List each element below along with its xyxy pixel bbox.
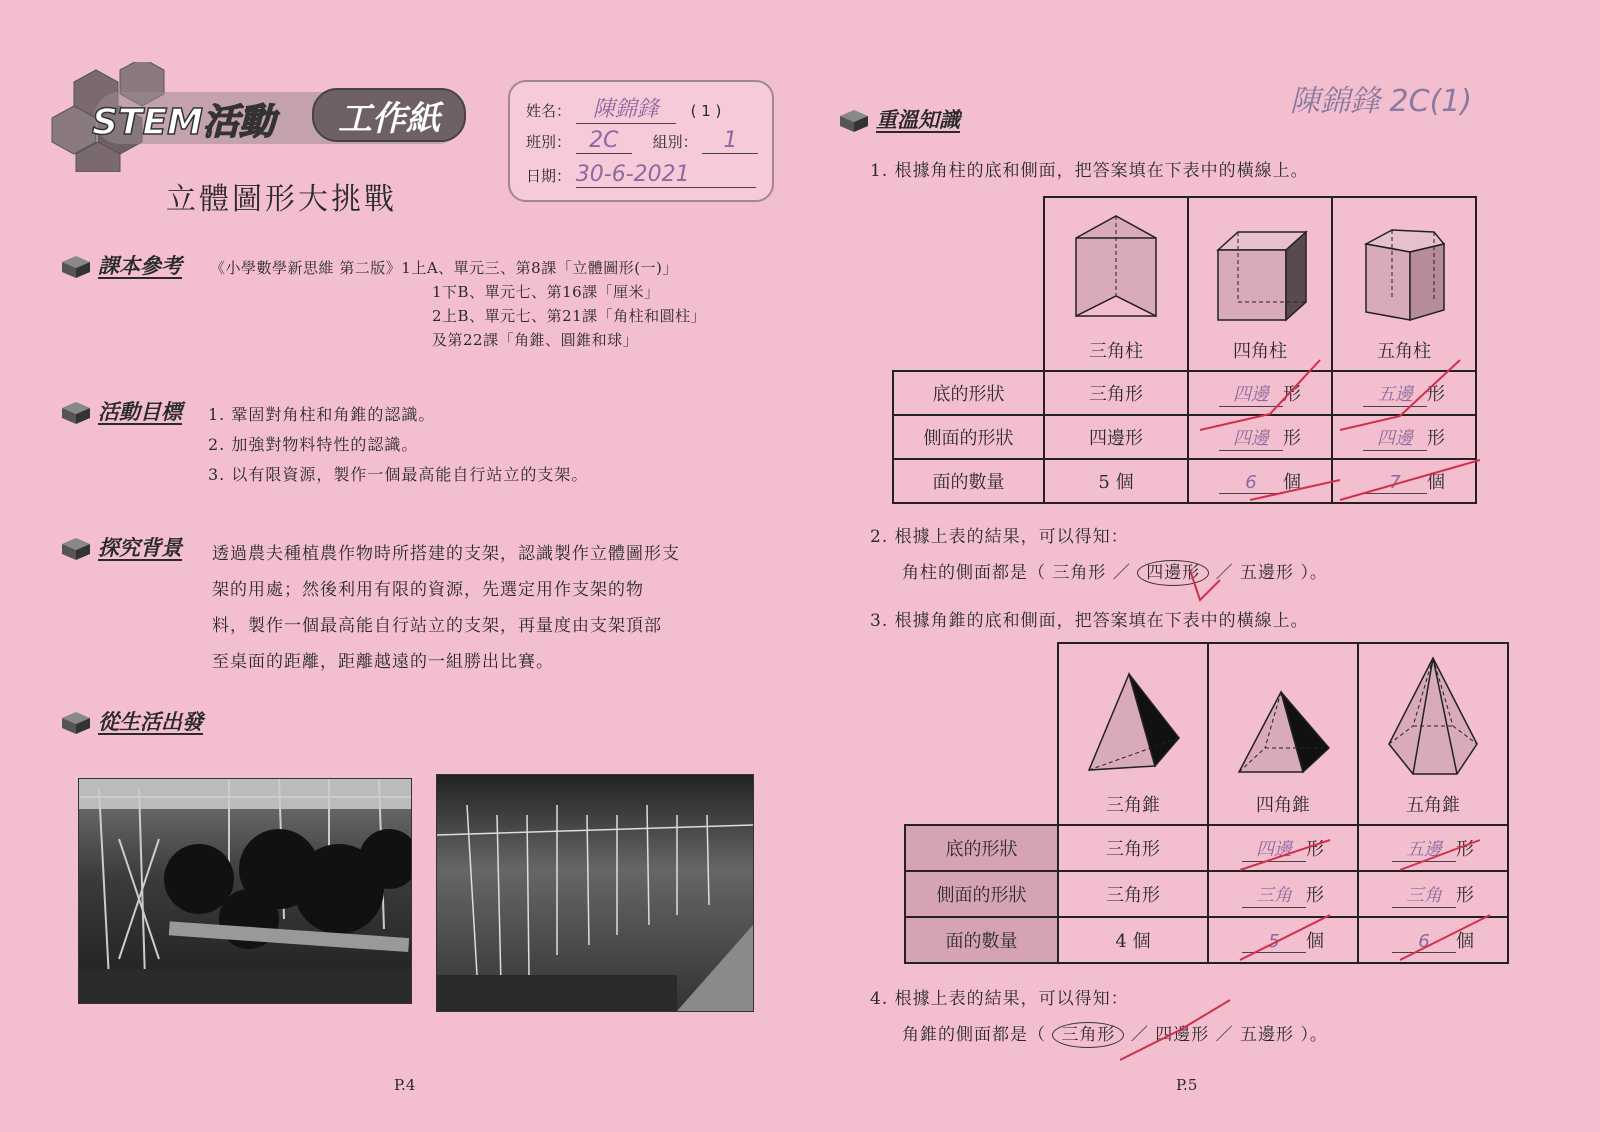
option-triangle[interactable]: 三角形 <box>1052 563 1107 583</box>
background-line: 至桌面的距離，距離越遠的一組勝出比賽。 <box>212 652 554 672</box>
statement-prefix: 角柱的側面都是（ <box>902 563 1046 583</box>
class-label: 班別： <box>526 133 572 151</box>
answer-field[interactable]: 三角 <box>1392 881 1456 908</box>
answer-field[interactable]: 四邊 <box>1219 424 1283 451</box>
prism-label: 三角柱 <box>1089 341 1143 362</box>
background-line: 架的用處；然後利用有限的資源，先選定用作支架的物 <box>212 580 644 600</box>
row-label: 側面的形狀 <box>893 415 1044 459</box>
reference-heading: 課本參考 <box>60 250 182 280</box>
banner-worksheet-text: 工作紙 <box>338 98 440 139</box>
row-label: 底的形狀 <box>893 371 1044 415</box>
daily-life-heading: 從生活出發 <box>60 706 203 736</box>
answer-field[interactable]: 5 <box>1242 931 1306 953</box>
background-line: 料，製作一個最高能自行站立的支架，再量度由支架頂部 <box>212 616 662 636</box>
class-number-field[interactable]: ( 1 ) <box>690 102 722 120</box>
objective-item: 3. 以有限資源，製作一個最高能自行站立的支架。 <box>208 465 589 484</box>
option-separator: ／ <box>1215 1025 1234 1045</box>
unit-label: 個 <box>1456 931 1474 952</box>
unit-label: 形 <box>1283 427 1301 449</box>
row-label: 底的形狀 <box>905 825 1058 871</box>
worksheet-title: 立體圖形大挑戰 <box>166 182 397 217</box>
question-2: 2. 根據上表的結果，可以得知： <box>870 527 1129 547</box>
prism-label: 四角柱 <box>1233 341 1287 362</box>
reference-line: 及第22課「角錐、圓錐和球」 <box>432 331 639 349</box>
answer-field[interactable]: 三角 <box>1242 881 1306 908</box>
pyramid-label: 四角錐 <box>1256 795 1310 816</box>
unit-label: 形 <box>1456 838 1474 860</box>
option-triangle-circled[interactable]: 三角形 <box>1052 1022 1124 1048</box>
reference-line: 2上B、單元七、第21課「角柱和圓柱」 <box>432 307 707 325</box>
table-cell: 三角形 <box>1058 825 1208 871</box>
banner-stem-text: STEM <box>92 102 203 143</box>
option-separator: ／ <box>1130 1025 1149 1045</box>
reference-line: 《小學數學新思維 第二版》1上A、單元三、第8課「立體圖形(一)」 <box>210 259 678 277</box>
objective-item: 1. 鞏固對角柱和角錐的認識。 <box>208 405 436 424</box>
question-4: 4. 根據上表的結果，可以得知： <box>870 989 1129 1009</box>
handwritten-name: 陳錦鋒 2C(1) <box>1290 84 1473 119</box>
option-separator: ／ <box>1215 563 1234 583</box>
answer-field[interactable]: 五邊 <box>1363 380 1427 407</box>
option-quadrilateral[interactable]: 四邊形 <box>1155 1025 1210 1045</box>
table-cell: 4 個 <box>1058 917 1208 963</box>
answer-field[interactable]: 五邊 <box>1392 835 1456 862</box>
class-field[interactable]: 2C <box>576 128 632 154</box>
answer-field[interactable]: 四邊 <box>1242 835 1306 862</box>
page-number-right: P.5 <box>1176 1076 1198 1094</box>
review-heading: 重溫知識 <box>838 104 960 134</box>
check-mark-icon <box>1120 360 1490 1060</box>
unit-label: 形 <box>1427 383 1445 405</box>
row-label: 面的數量 <box>905 917 1058 963</box>
answer-field[interactable]: 6 <box>1392 931 1456 953</box>
answer-field[interactable]: 四邊 <box>1219 380 1283 407</box>
answer-field[interactable]: 6 <box>1219 472 1283 494</box>
unit-label: 形 <box>1283 383 1301 405</box>
name-field[interactable]: 陳錦鋒 <box>576 92 676 124</box>
row-label: 面的數量 <box>893 459 1044 503</box>
background-line: 透過農夫種植農作物時所搭建的支架，認識製作立體圖形支 <box>212 544 680 564</box>
question-3: 3. 根據角錐的底和側面，把答案填在下表中的橫線上。 <box>870 611 1309 631</box>
group-field[interactable]: 1 <box>702 128 758 154</box>
date-field[interactable]: 30-6-2021 <box>576 162 756 188</box>
question-1: 1. 根據角柱的底和側面，把答案填在下表中的橫線上。 <box>870 161 1309 181</box>
banner-activity-text: 活動 <box>202 102 275 143</box>
date-label: 日期： <box>526 167 572 185</box>
background-heading: 探究背景 <box>60 532 182 562</box>
option-pentagon[interactable]: 五邊形 <box>1240 563 1295 583</box>
table-cell: 三角形 <box>1044 371 1188 415</box>
unit-label: 形 <box>1306 838 1324 860</box>
group-label: 組別： <box>652 133 698 151</box>
pyramid-label: 三角錐 <box>1106 795 1160 816</box>
pyramid-label: 五角錐 <box>1406 795 1460 816</box>
prism-label: 五角柱 <box>1377 341 1431 362</box>
unit-label: 形 <box>1306 884 1324 906</box>
option-quadrilateral-circled[interactable]: 四邊形 <box>1137 560 1209 586</box>
page-number-left: P.4 <box>394 1076 416 1094</box>
answer-field[interactable]: 7 <box>1363 472 1427 494</box>
row-label: 側面的形狀 <box>905 871 1058 917</box>
reference-line: 1下B、單元七、第16課「厘米」 <box>432 283 660 301</box>
option-separator: ／ <box>1112 563 1131 583</box>
unit-label: 個 <box>1283 472 1301 493</box>
unit-label: 個 <box>1427 472 1445 493</box>
unit-label: 個 <box>1306 931 1324 952</box>
statement-suffix: ）。 <box>1300 1025 1328 1045</box>
unit-label: 形 <box>1427 427 1445 449</box>
answer-field[interactable]: 四邊 <box>1363 424 1427 451</box>
objectives-heading: 活動目標 <box>60 396 182 426</box>
option-pentagon[interactable]: 五邊形 <box>1240 1025 1295 1045</box>
table-cell: 四邊形 <box>1044 415 1188 459</box>
unit-label: 形 <box>1456 884 1474 906</box>
statement-prefix: 角錐的側面都是（ <box>902 1025 1046 1045</box>
table-cell: 三角形 <box>1058 871 1208 917</box>
objective-item: 2. 加強對物料特性的認識。 <box>208 435 419 454</box>
table-cell: 5 個 <box>1044 459 1188 503</box>
statement-suffix: ）。 <box>1300 563 1328 583</box>
name-label: 姓名： <box>526 102 572 120</box>
